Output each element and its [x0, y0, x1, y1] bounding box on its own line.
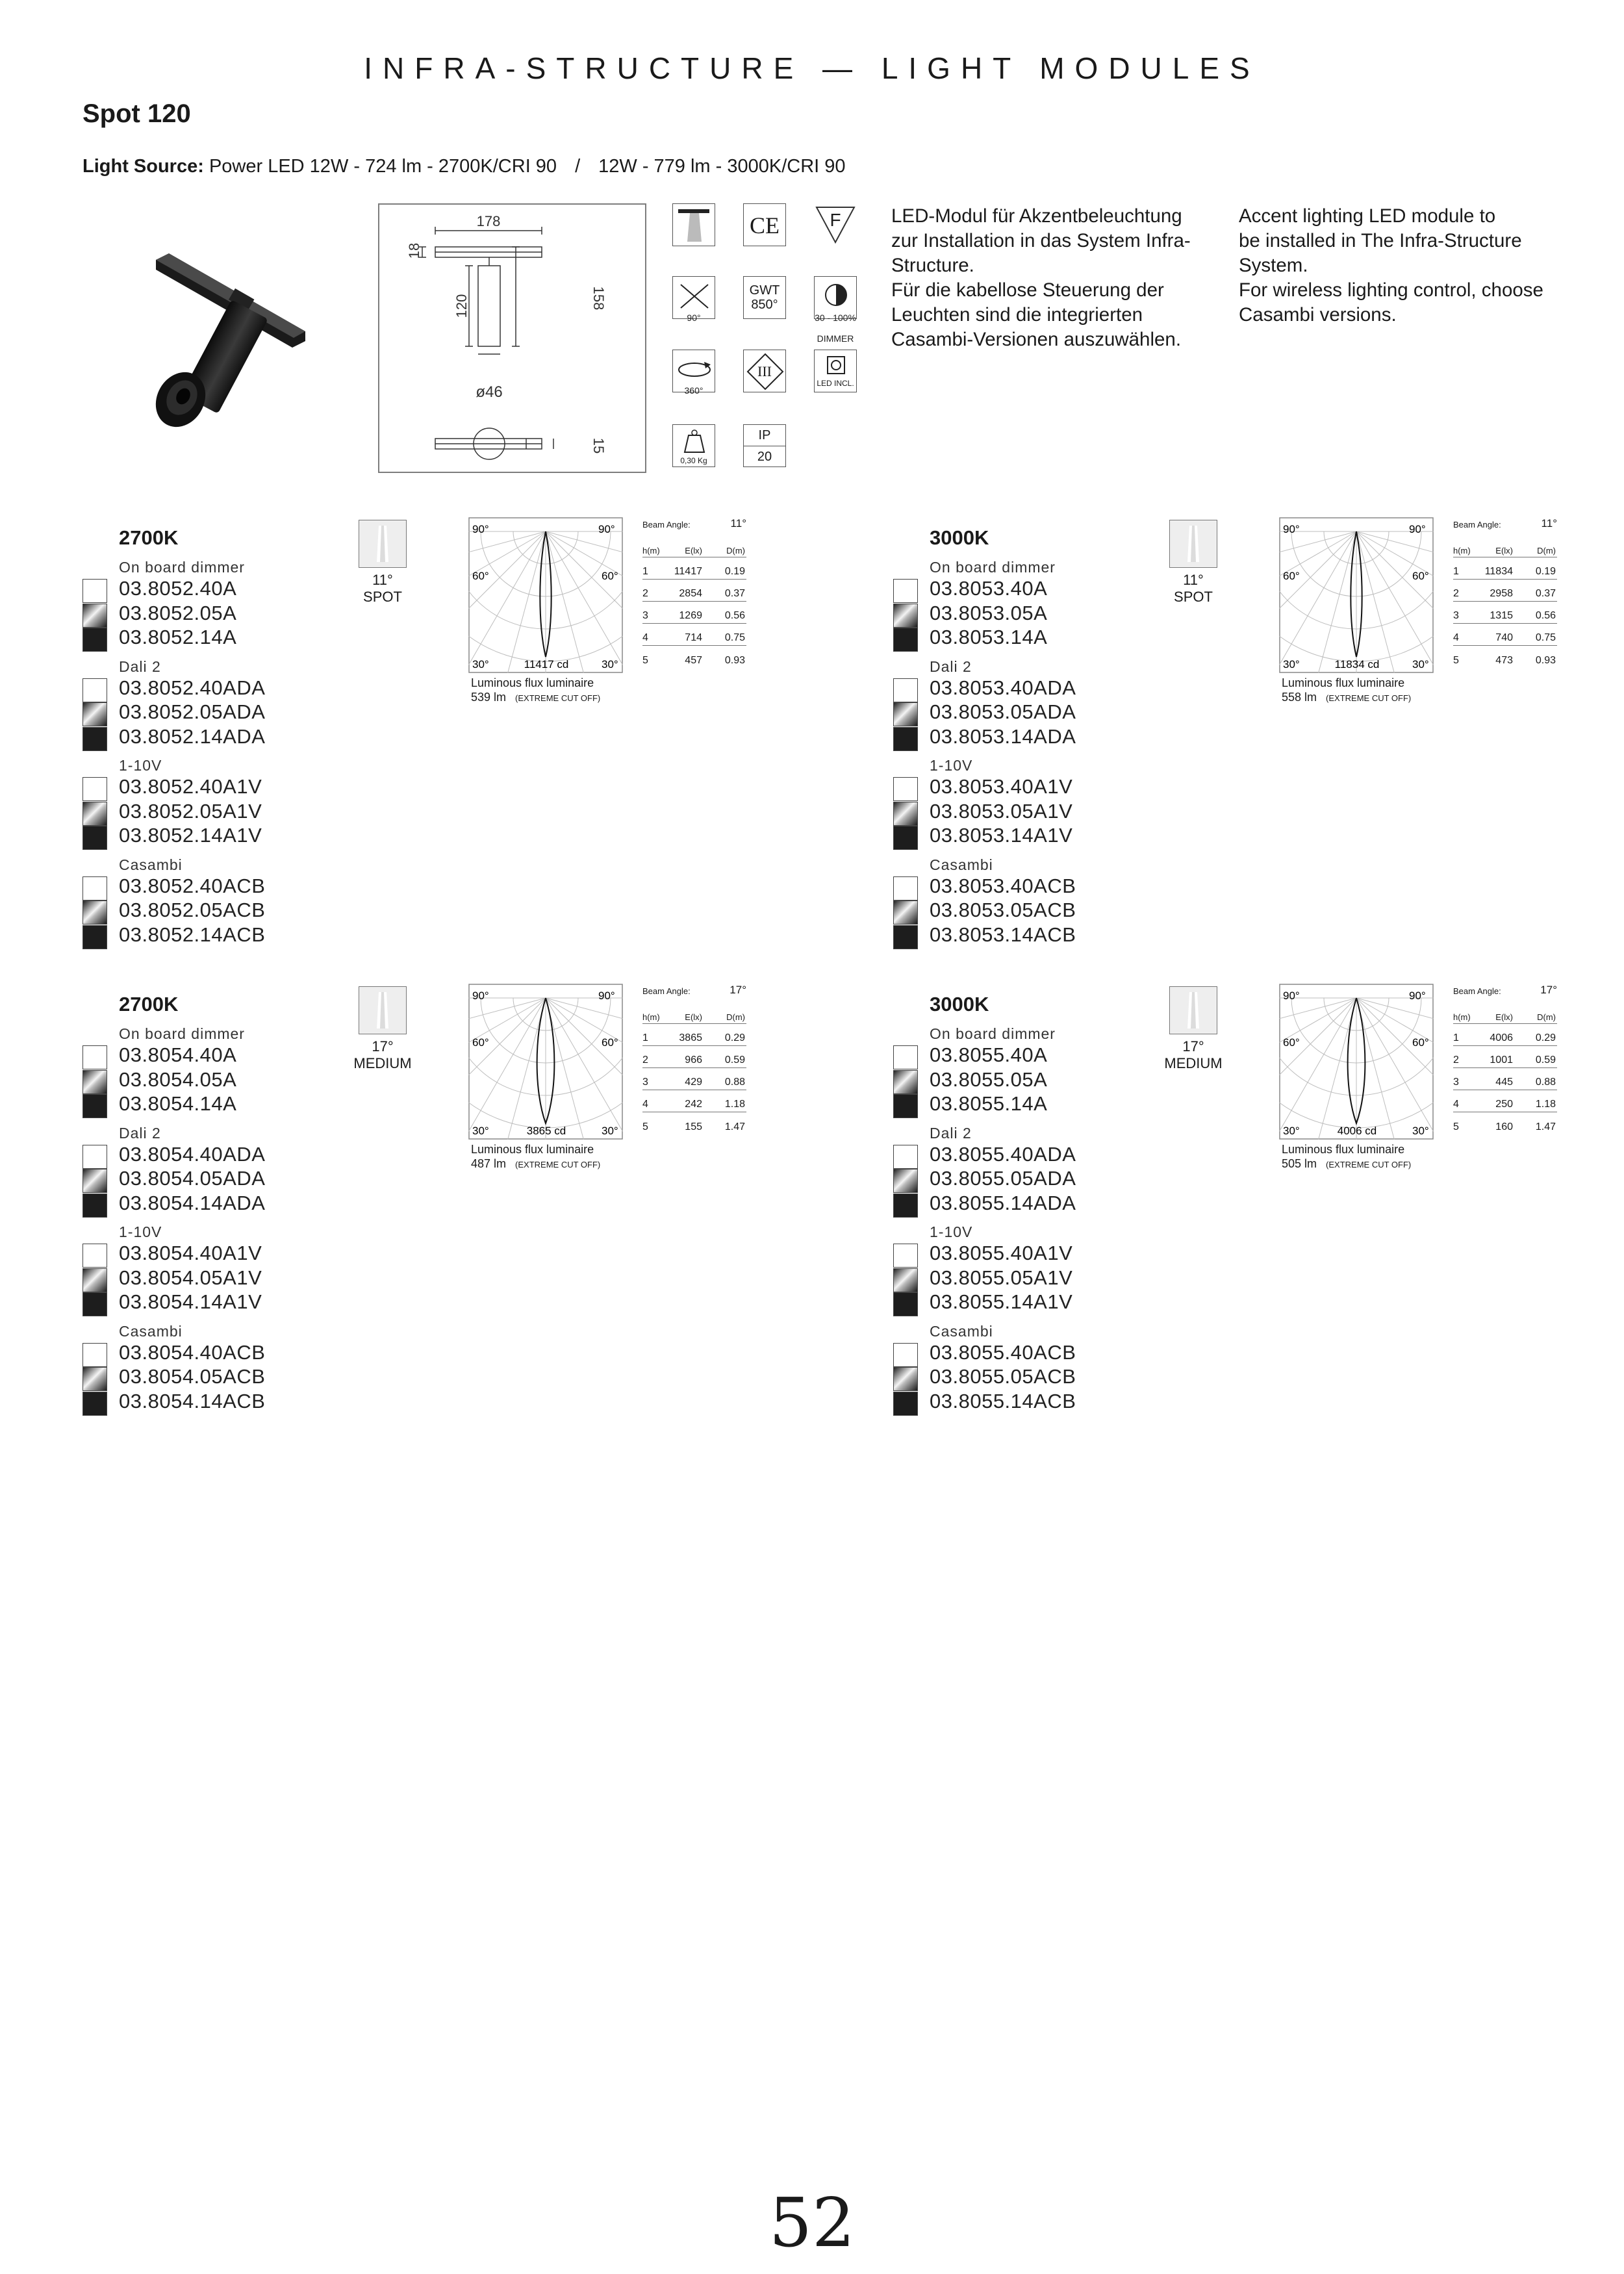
finish-swatch: [82, 1244, 107, 1268]
finish-swatch: [893, 876, 918, 901]
variant-section: [82, 517, 862, 946]
product-code: 03.8055.14ADA: [930, 1191, 1076, 1214]
beam-table-row: 5 473 0.93: [1453, 655, 1556, 666]
dimmer-range-label: 30 - 100%: [815, 313, 856, 323]
finish-swatch: [893, 1070, 918, 1094]
group-label: On board dimmer: [930, 1025, 1056, 1042]
product-code: 03.8053.14ADA: [930, 724, 1076, 748]
finish-swatch: [82, 604, 107, 628]
product-code: 03.8055.05A1V: [930, 1266, 1073, 1289]
beam-table-header: h(m) E(lx) D(m): [1453, 535, 1557, 557]
gwt-icon: GWT 850°: [743, 276, 786, 319]
polar-30-left: 30°: [472, 1125, 489, 1137]
beam-table-row: 2 1001 0.59: [1453, 1046, 1557, 1068]
color-temperature: 2700K: [119, 993, 179, 1016]
product-code: 03.8052.14A: [119, 626, 237, 648]
product-code: 03.8055.14A1V: [930, 1290, 1073, 1313]
color-temperature: 3000K: [930, 526, 989, 549]
polar-30-right: 30°: [602, 1125, 618, 1137]
beam-table-row: 3 1269 0.56: [642, 602, 746, 624]
finish-swatch: [82, 1367, 107, 1391]
beam-type-label: SPOT: [1174, 589, 1213, 605]
finish-swatch: [82, 1094, 107, 1118]
polar-30-right: 30°: [1412, 1125, 1429, 1137]
finish-swatch: [82, 678, 107, 702]
polar-diagram: [468, 984, 623, 1140]
finish-swatch: [82, 1268, 107, 1292]
polar-90-left: 90°: [472, 523, 489, 535]
beam-table-row: 3 1315 0.56: [1453, 602, 1557, 624]
beam-angle-badge: 17°: [1182, 1038, 1204, 1054]
group-label: Casambi: [119, 856, 183, 873]
finish-swatch: [893, 1392, 918, 1416]
product-code: 03.8053.14ACB: [930, 923, 1076, 946]
beam-spot-icon: [359, 520, 407, 568]
flux-label: Luminous flux luminaire: [471, 1143, 594, 1156]
group-label: On board dimmer: [119, 559, 245, 576]
flux-value: 539 lm: [471, 691, 507, 704]
luminous-flux: [471, 676, 600, 706]
group-label: 1-10V: [119, 1223, 162, 1240]
beam-table-header: h(m) E(lx) D(m): [642, 535, 746, 557]
product-code: 03.8055.05ACB: [930, 1365, 1076, 1388]
polar-60-right: 60°: [602, 1036, 618, 1049]
color-temperature: 2700K: [119, 526, 179, 549]
light-source: [82, 156, 846, 177]
product-code: 03.8052.05ADA: [119, 700, 266, 723]
luminous-flux: [1282, 1142, 1411, 1172]
finish-swatch: [893, 1045, 918, 1069]
beam-angle-badge: 11°: [372, 572, 393, 588]
variant-section: [82, 984, 862, 1412]
finish-swatch: [893, 1268, 918, 1292]
product-code: 03.8055.05ADA: [930, 1167, 1076, 1190]
dim-body: 120: [453, 294, 470, 318]
finish-swatch: [893, 826, 918, 850]
product-code: 03.8054.14A1V: [119, 1290, 262, 1313]
light-source-label: Light Source:: [82, 156, 204, 177]
product-code: 03.8052.05A: [119, 601, 237, 624]
finish-swatch: [893, 1367, 918, 1391]
polar-30-right: 30°: [602, 658, 618, 671]
polar-diagram: [1279, 517, 1434, 673]
variant-section: [893, 517, 1624, 946]
product-code: 03.8052.40ACB: [119, 874, 266, 897]
polar-30-right: 30°: [1412, 658, 1429, 671]
finish-swatch: [82, 1045, 107, 1069]
light-source-3000k: 12W - 779 lm - 3000K/CRI 90: [598, 156, 846, 177]
rotate-360-label: 360°: [684, 385, 704, 396]
beam-table-row: 1 3865 0.29: [642, 1024, 746, 1046]
beam-table-row: 2 2854 0.37: [642, 580, 746, 602]
beam-angle-badge: 17°: [372, 1038, 394, 1054]
beam-table-header: h(m) E(lx) D(m): [642, 1002, 746, 1024]
beam-table-row: 5 160 1.47: [1453, 1121, 1556, 1132]
product-code: 03.8053.14A: [930, 626, 1048, 648]
finish-swatch: [893, 727, 918, 751]
variant-section: [893, 984, 1624, 1412]
flux-label: Luminous flux luminaire: [1282, 1143, 1405, 1156]
finish-swatch: [893, 1292, 918, 1316]
product-code: 03.8053.40A: [930, 577, 1048, 600]
beam-table-row: 1 11834 0.19: [1453, 557, 1557, 580]
product-code: 03.8054.40A: [119, 1043, 237, 1066]
group-label: 1-10V: [930, 1223, 973, 1240]
product-code: 03.8053.40ADA: [930, 676, 1076, 699]
product-code: 03.8054.05ADA: [119, 1167, 266, 1190]
finish-swatch: [82, 777, 107, 801]
beam-angle-badge: 11°: [1183, 572, 1204, 588]
beam-table-row: 4 740 0.75: [1453, 624, 1557, 646]
dim-rail: 15: [590, 437, 607, 454]
finish-swatch: [82, 1343, 107, 1367]
beam-type-label: SPOT: [363, 589, 402, 605]
product-code: 03.8052.14ADA: [119, 724, 266, 748]
beam-spot-icon: [1169, 520, 1217, 568]
product-code: 03.8054.14A: [119, 1092, 237, 1115]
beam-table: [1453, 517, 1557, 668]
beam-angle-value: 17°: [1540, 984, 1557, 996]
group-label: 1-10V: [930, 757, 973, 774]
polar-90-right: 90°: [1409, 990, 1426, 1002]
group-label: Casambi: [930, 1322, 993, 1340]
page-number: 52: [768, 2183, 856, 2262]
light-source-2700k: Power LED 12W - 724 lm - 2700K/CRI 90: [209, 156, 557, 177]
finish-swatch: [82, 1169, 107, 1193]
finish-swatch: [82, 802, 107, 826]
finish-swatch: [893, 678, 918, 702]
polar-30-left: 30°: [1283, 1125, 1300, 1137]
polar-diagram: [1279, 984, 1434, 1140]
product-code: 03.8052.40ADA: [119, 676, 266, 699]
beam-table-row: 1 11417 0.19: [642, 557, 746, 580]
polar-30-left: 30°: [1283, 658, 1300, 671]
finish-swatch: [893, 604, 918, 628]
beam-table: [1453, 984, 1557, 1134]
beam-light-icon: [672, 203, 715, 246]
finish-swatch: [82, 1070, 107, 1094]
group-label: Dali 2: [119, 1124, 161, 1142]
flux-value: 558 lm: [1282, 691, 1317, 704]
product-code: 03.8053.40A1V: [930, 775, 1073, 798]
product-code: 03.8054.14ADA: [119, 1191, 266, 1214]
finish-swatch: [82, 628, 107, 652]
product-photo: [143, 234, 318, 429]
technical-drawing: [378, 203, 646, 473]
beam-table: [642, 984, 746, 1134]
polar-30-left: 30°: [472, 658, 489, 671]
ce-mark-icon: CE: [743, 203, 786, 246]
flux-cutoff: (EXTREME CUT OFF): [515, 1160, 601, 1169]
product-code: 03.8053.05ADA: [930, 700, 1076, 723]
product-code: 03.8054.40ACB: [119, 1340, 266, 1364]
flux-cutoff: (EXTREME CUT OFF): [1326, 1160, 1412, 1169]
finish-swatch: [82, 826, 107, 850]
finish-swatch: [893, 579, 918, 603]
product-code: 03.8052.40A: [119, 577, 237, 600]
dim-diameter: ø46: [476, 383, 503, 401]
group-label: Dali 2: [930, 658, 972, 675]
luminous-flux: [1282, 676, 1411, 706]
beam-angle-value: 11°: [1541, 517, 1557, 530]
beam-table-row: 2 966 0.59: [642, 1046, 746, 1068]
page-header: INFRA-STRUCTURE — LIGHT MODULES: [364, 51, 1260, 85]
dimension-drawing: [379, 205, 648, 474]
product-title: Spot 120: [82, 99, 191, 128]
group-label: On board dimmer: [930, 559, 1056, 576]
polar-60-right: 60°: [1412, 570, 1429, 582]
product-code: 03.8054.40A1V: [119, 1242, 262, 1264]
beam-angle-label: Beam Angle:: [1453, 520, 1501, 530]
finish-swatch: [82, 1392, 107, 1416]
product-code: 03.8055.40ACB: [930, 1340, 1076, 1364]
beam-type-label: MEDIUM: [353, 1055, 412, 1071]
finish-swatch: [893, 702, 918, 726]
polar-peak-cd: 4006 cd: [1337, 1125, 1377, 1137]
class-iii-icon: III: [743, 350, 786, 392]
beam-table: [642, 517, 746, 668]
finish-swatch: [82, 901, 107, 925]
group-label: 1-10V: [119, 757, 162, 774]
dim-top-height: 18: [406, 242, 422, 259]
polar-90-right: 90°: [1409, 523, 1426, 535]
finish-swatch: [893, 1094, 918, 1118]
product-code: 03.8055.14A: [930, 1092, 1048, 1115]
polar-90-right: 90°: [598, 990, 615, 1002]
finish-swatch: [82, 876, 107, 901]
ip-rating-icon: IP 20: [743, 424, 786, 467]
polar-60-left: 60°: [472, 570, 489, 582]
light-source-separator: /: [575, 156, 581, 177]
beam-angle-label: Beam Angle:: [1453, 986, 1501, 996]
description-en: Accent lighting LED module to be installed in The Infra-Structure System. For wireless lighting control, choose Casambi versions.: [1239, 205, 1543, 326]
beam-table-row: 5 155 1.47: [642, 1121, 745, 1132]
finish-swatch: [893, 925, 918, 949]
polar-peak-cd: 11417 cd: [524, 658, 569, 671]
product-code: 03.8052.14ACB: [119, 923, 266, 946]
product-code: 03.8053.14A1V: [930, 824, 1073, 847]
flux-cutoff: (EXTREME CUT OFF): [515, 693, 601, 703]
beam-table-row: 4 242 1.18: [642, 1090, 746, 1112]
product-code: 03.8053.05A: [930, 601, 1048, 624]
polar-90-right: 90°: [598, 523, 615, 535]
finish-swatch: [893, 1145, 918, 1169]
beam-angle-label: Beam Angle:: [642, 986, 691, 996]
finish-swatch: [82, 1292, 107, 1316]
beam-table-row: 2 2958 0.37: [1453, 580, 1557, 602]
finish-swatch: [82, 702, 107, 726]
product-code: 03.8053.40ACB: [930, 874, 1076, 897]
product-code: 03.8052.05ACB: [119, 899, 266, 921]
beam-table-row: 3 445 0.88: [1453, 1068, 1557, 1090]
product-code: 03.8054.14ACB: [119, 1389, 266, 1412]
polar-peak-cd: 11834 cd: [1334, 658, 1380, 671]
flux-value: 505 lm: [1282, 1157, 1317, 1170]
finish-swatch: [893, 1194, 918, 1218]
polar-60-left: 60°: [472, 1036, 489, 1049]
product-code: 03.8055.05A: [930, 1067, 1048, 1091]
polar-60-right: 60°: [1412, 1036, 1429, 1049]
polar-peak-cd: 3865 cd: [526, 1125, 566, 1137]
product-code: 03.8053.05ACB: [930, 899, 1076, 921]
flux-label: Luminous flux luminaire: [1282, 676, 1405, 689]
beam-angle-label: Beam Angle:: [642, 520, 691, 530]
polar-90-left: 90°: [1283, 523, 1300, 535]
product-code: 03.8053.05A1V: [930, 799, 1073, 823]
product-code: 03.8054.05ACB: [119, 1365, 266, 1388]
product-code: 03.8052.40A1V: [119, 775, 262, 798]
finish-swatch: [82, 1194, 107, 1218]
flux-value: 487 lm: [471, 1157, 507, 1170]
group-label: Dali 2: [930, 1124, 972, 1142]
beam-spot-icon: [359, 986, 407, 1034]
beam-table-header: h(m) E(lx) D(m): [1453, 1002, 1557, 1024]
product-code: 03.8054.05A: [119, 1067, 237, 1091]
color-temperature: 3000K: [930, 993, 989, 1016]
product-code: 03.8055.14ACB: [930, 1389, 1076, 1412]
polar-60-left: 60°: [1283, 570, 1300, 582]
group-label: Casambi: [119, 1322, 183, 1340]
group-label: Dali 2: [119, 658, 161, 675]
group-label: Casambi: [930, 856, 993, 873]
dimmer-label: DIMMER: [817, 333, 854, 344]
beam-table-row: 5 457 0.93: [642, 655, 745, 666]
product-code: 03.8052.14A1V: [119, 824, 262, 847]
weight-icon: 0,30 Kg: [672, 424, 715, 467]
luminous-flux: [471, 1142, 600, 1172]
polar-diagram: [468, 517, 623, 673]
beam-angle-value: 17°: [730, 984, 746, 996]
flux-cutoff: (EXTREME CUT OFF): [1326, 693, 1412, 703]
beam-angle-value: 11°: [730, 517, 746, 530]
polar-90-left: 90°: [1283, 990, 1300, 1002]
product-code: 03.8052.05A1V: [119, 799, 262, 823]
f-mark-icon: F: [814, 203, 857, 246]
beam-type-label: MEDIUM: [1164, 1055, 1223, 1071]
beam-table-row: 4 250 1.18: [1453, 1090, 1557, 1112]
dim-width: 178: [476, 213, 501, 229]
finish-swatch: [893, 1343, 918, 1367]
polar-60-right: 60°: [602, 570, 618, 582]
finish-swatch: [82, 925, 107, 949]
finish-swatch: [893, 901, 918, 925]
beam-spot-icon: [1169, 986, 1217, 1034]
product-code: 03.8055.40A1V: [930, 1242, 1073, 1264]
finish-swatch: [893, 777, 918, 801]
dim-total: 158: [590, 286, 607, 311]
beam-table-row: 1 4006 0.29: [1453, 1024, 1557, 1046]
product-code: 03.8054.40ADA: [119, 1142, 266, 1166]
finish-swatch: [82, 579, 107, 603]
group-label: On board dimmer: [119, 1025, 245, 1042]
beam-table-row: 3 429 0.88: [642, 1068, 746, 1090]
polar-90-left: 90°: [472, 990, 489, 1002]
finish-swatch: [82, 727, 107, 751]
finish-swatch: [893, 1244, 918, 1268]
led-included-icon: LED INCL.: [814, 350, 857, 392]
flux-label: Luminous flux luminaire: [471, 676, 594, 689]
product-code: 03.8055.40ADA: [930, 1142, 1076, 1166]
product-code: 03.8055.40A: [930, 1043, 1048, 1066]
finish-swatch: [893, 1169, 918, 1193]
product-code: 03.8054.05A1V: [119, 1266, 262, 1289]
description-de: LED-Modul für Akzentbeleuchtung zur Installation in das System Infra- Structure. Für die kabellose Steuerung der Leuchten sind die integrierten Casambi-Versionen auszuwählen.: [891, 205, 1191, 350]
icon-grid: [672, 203, 880, 476]
polar-60-left: 60°: [1283, 1036, 1300, 1049]
finish-swatch: [893, 802, 918, 826]
finish-swatch: [893, 628, 918, 652]
finish-swatch: [82, 1145, 107, 1169]
tilt-90-label: 90°: [687, 313, 701, 323]
beam-table-row: 4 714 0.75: [642, 624, 746, 646]
